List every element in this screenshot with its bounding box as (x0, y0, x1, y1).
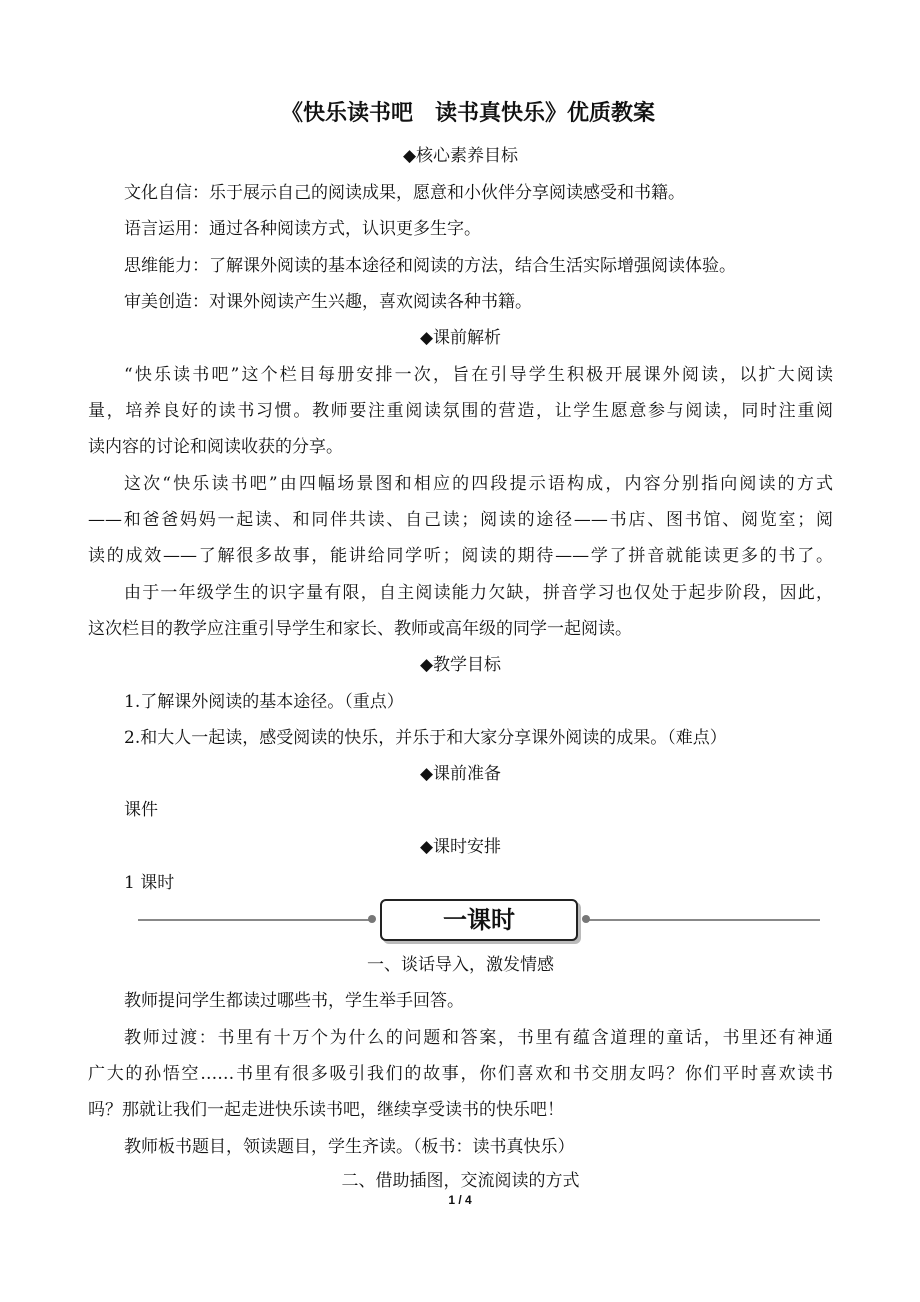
analysis-p1-line3: 读内容的讨论和阅读收获的分享。 (88, 437, 343, 457)
teaching-goal-1: 1.了解课外阅读的基本途径。（重点） (124, 692, 404, 712)
section-core-goals: ◆核心素养目标 (402, 146, 519, 166)
step2-heading: 二、借助插图，交流阅读的方式 (341, 1171, 580, 1191)
goal-thinking: 思维能力：了解课外阅读的基本途径和阅读的方法，结合生活实际增强阅读体验。 (124, 256, 736, 276)
step1-p2-line1: 教师过渡：书里有十万个为什么的问题和答案，书里有蕴含道理的童话，书里还有神通 (124, 1028, 833, 1048)
divider-rule-left (138, 919, 372, 921)
section-teaching-goals: ◆教学目标 (419, 655, 502, 675)
schedule-text: 1 课时 (124, 873, 175, 893)
lesson-banner: 一课时 (380, 899, 578, 941)
page-number: 1 / 4 (448, 1193, 472, 1207)
analysis-p1-line2: 量，培养良好的读书习惯。教师要注重阅读氛围的营造，让学生愿意参与阅读，同时注重阅 (88, 401, 833, 421)
step1-p2-line2: 广大的孙悟空……书里有很多吸引我们的故事，你们喜欢和书交朋友吗？你们平时喜欢读书 (88, 1064, 833, 1084)
divider-dot-right (582, 915, 590, 923)
goal-aesthetics: 审美创造：对课外阅读产生兴趣，喜欢阅读各种书籍。 (124, 292, 532, 312)
divider-rule-right (584, 919, 820, 921)
step1-paragraph-3: 教师板书题目，领读题目，学生齐读。（板书：读书真快乐） (124, 1137, 575, 1157)
step1-heading: 一、谈话导入，激发情感 (367, 955, 554, 975)
divider-dot-left (368, 915, 376, 923)
analysis-p2-line1: 这次“快乐读书吧”由四幅场景图和相应的四段提示语构成，内容分别指向阅读的方式 (124, 474, 833, 494)
goal-language: 语言运用：通过各种阅读方式，认识更多生字。 (124, 219, 481, 239)
step1-paragraph-1: 教师提问学生都读过哪些书，学生举手回答。 (124, 991, 464, 1011)
teaching-goal-2: 2.和大人一起读，感受阅读的快乐，并乐于和大家分享课外阅读的成果。（难点） (124, 728, 727, 748)
document-title: 《快乐读书吧 读书真快乐》优质教案 (280, 100, 655, 126)
analysis-p3-line1: 由于一年级学生的识字量有限，自主阅读能力欠缺，拼音学习也仅处于起步阶段，因此， (124, 583, 833, 603)
analysis-p2-line3: 读的成效——了解很多故事，能讲给同学听；阅读的期待——学了拼音就能读更多的书了。 (88, 546, 833, 566)
goal-culture: 文化自信：乐于展示自己的阅读成果，愿意和小伙伴分享阅读感受和书籍。 (124, 183, 685, 203)
section-preparation: ◆课前准备 (419, 764, 502, 784)
section-pre-analysis: ◆课前解析 (419, 328, 502, 348)
analysis-p3-line2: 这次栏目的教学应注重引导学生和家长、教师或高年级的同学一起阅读。 (88, 619, 632, 639)
step1-p2-line3: 吗？那就让我们一起走进快乐读书吧，继续享受读书的快乐吧！ (88, 1100, 564, 1120)
preparation-text: 课件 (124, 800, 158, 820)
lesson-divider (138, 898, 820, 942)
analysis-p2-line2: ——和爸爸妈妈一起读、和同伴共读、自己读；阅读的途径——书店、图书馆、阅览室；阅 (88, 510, 833, 530)
analysis-p1-line1: “快乐读书吧”这个栏目每册安排一次，旨在引导学生积极开展课外阅读，以扩大阅读 (124, 365, 833, 385)
section-schedule: ◆课时安排 (419, 837, 502, 857)
